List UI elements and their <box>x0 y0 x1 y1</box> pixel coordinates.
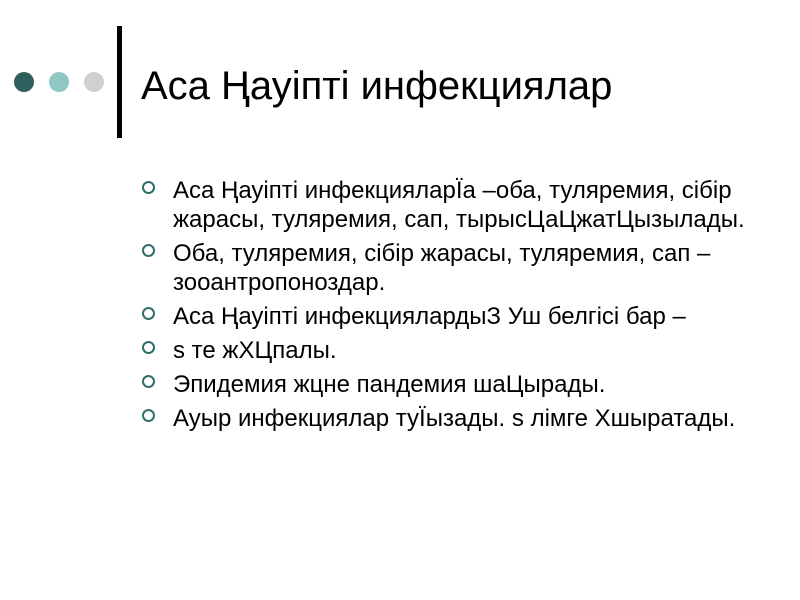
hollow-circle-bullet-icon <box>142 409 155 422</box>
bullet-text: Аса Ңауіпті инфекцияларЇа –оба, туляремия, сібір жарасы, туляремия, сап, тырысЦаЦжатЦызылады. <box>173 177 745 233</box>
hollow-circle-bullet-icon <box>142 307 155 320</box>
bullet-item <box>142 302 762 331</box>
bullet-item <box>142 336 762 365</box>
gray-dot-icon <box>84 72 104 92</box>
hollow-circle-bullet-icon <box>142 375 155 388</box>
bullet-item <box>142 370 762 399</box>
hollow-circle-bullet-icon <box>142 181 155 194</box>
bullet-item <box>142 239 762 297</box>
decorative-dots <box>14 72 104 94</box>
light-teal-dot-icon <box>49 72 69 92</box>
dark-teal-dot-icon <box>14 72 34 92</box>
bullet-text: Эпидемия жцне пандемия шаЦырады. <box>173 371 606 398</box>
title-divider <box>117 26 122 138</box>
bullet-item <box>142 176 762 234</box>
hollow-circle-bullet-icon <box>142 341 155 354</box>
bullet-text: Оба, туляремия, сібір жарасы, туляремия, сап – зооантропоноздар. <box>173 240 711 296</box>
bullet-text: s те жХЦпалы. <box>173 337 337 364</box>
hollow-circle-bullet-icon <box>142 244 155 257</box>
bullet-list <box>142 176 762 438</box>
bullet-text: Аса Ңауіпті инфекциялардыЗ Уш белгісі бар – <box>173 303 686 330</box>
bullet-text: Ауыр инфекциялар туЇызады. s лімге Хшыратады. <box>173 405 736 432</box>
slide-title: Аса Ңауіпті инфекциялар <box>141 64 613 108</box>
bullet-item <box>142 404 762 433</box>
